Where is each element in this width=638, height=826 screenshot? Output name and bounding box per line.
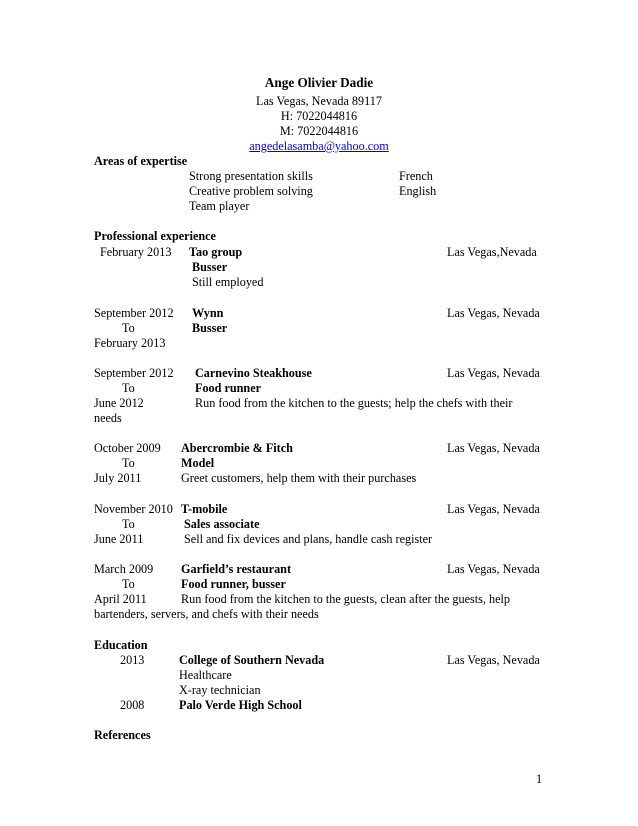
job-title: Busser — [192, 321, 228, 335]
job-date-end: February 2013 — [94, 336, 166, 350]
expertise-heading: Areas of expertise — [94, 154, 188, 168]
job-date-start: September 2012 — [94, 366, 174, 380]
job-title: Model — [181, 456, 215, 470]
job-title: Busser — [192, 260, 228, 274]
address: Las Vegas, Nevada 89117 — [256, 94, 382, 108]
education-detail: Healthcare — [179, 668, 232, 682]
job-description-cont: bartenders, servers, and chefs with their needs — [94, 607, 319, 621]
job-date-start: February 2013 — [100, 245, 172, 259]
home-phone: H: 7022044816 — [280, 109, 358, 123]
job-date-to: To — [122, 321, 135, 335]
language-item: English — [399, 184, 437, 198]
job-employer: Garfield’s restaurant — [181, 562, 292, 576]
job-title: Food runner — [195, 381, 262, 395]
language-item: French — [399, 169, 433, 183]
resume-name: Ange Olivier Dadie — [264, 75, 374, 90]
page-number: 1 — [536, 772, 543, 786]
education-detail: X-ray technician — [179, 683, 261, 697]
job-employer: Abercrombie & Fitch — [181, 441, 293, 455]
job-location: Las Vegas,Nevada — [447, 245, 537, 259]
job-description: Run food from the kitchen to the guests, clean after the guests, help — [181, 592, 510, 606]
job-date-start: September 2012 — [94, 306, 174, 320]
job-date-start: November 2010 — [94, 502, 173, 516]
job-description: Sell and fix devices and plans, handle cash register — [184, 532, 433, 546]
education-year: 2008 — [120, 698, 145, 712]
school-name: College of Southern Nevada — [179, 653, 325, 667]
school-name: Palo Verde High School — [179, 698, 302, 712]
job-employer: Carnevino Steakhouse — [195, 366, 312, 380]
job-location: Las Vegas, Nevada — [447, 441, 540, 455]
job-description: Greet customers, help them with their purchases — [181, 471, 417, 485]
job-date-to: To — [122, 381, 135, 395]
skill-item: Strong presentation skills — [189, 169, 313, 183]
job-description: Run food from the kitchen to the guests; help the chefs with their — [195, 396, 513, 410]
job-location: Las Vegas, Nevada — [447, 562, 540, 576]
job-employer: T-mobile — [181, 502, 228, 516]
job-location: Las Vegas, Nevada — [447, 306, 540, 320]
email-link[interactable]: angedelasamba@yahoo.com — [249, 139, 389, 153]
job-date-to: To — [122, 456, 135, 470]
skill-item: Creative problem solving — [189, 184, 313, 198]
job-description-cont: needs — [94, 411, 122, 425]
job-date-start: March 2009 — [94, 562, 154, 576]
education-year: 2013 — [120, 653, 145, 667]
mobile-phone: M: 7022044816 — [279, 124, 359, 138]
job-employer: Tao group — [189, 245, 243, 259]
school-location: Las Vegas, Nevada — [447, 653, 540, 667]
job-title: Food runner, busser — [181, 577, 286, 591]
job-location: Las Vegas, Nevada — [447, 366, 540, 380]
job-date-end: July 2011 — [94, 471, 142, 485]
job-date-end: April 2011 — [94, 592, 147, 606]
job-date-to: To — [122, 577, 135, 591]
job-date-end: June 2011 — [94, 532, 144, 546]
job-title: Sales associate — [184, 517, 260, 531]
job-date-start: October 2009 — [94, 441, 161, 455]
job-date-end: June 2012 — [94, 396, 144, 410]
job-date-to: To — [122, 517, 135, 531]
job-location: Las Vegas, Nevada — [447, 502, 540, 516]
job-employer: Wynn — [192, 306, 224, 320]
skill-item: Team player — [189, 199, 250, 213]
education-heading: Education — [94, 638, 148, 652]
job-description: Still employed — [192, 275, 264, 289]
references-heading: References — [94, 728, 151, 742]
experience-heading: Professional experience — [94, 229, 216, 243]
